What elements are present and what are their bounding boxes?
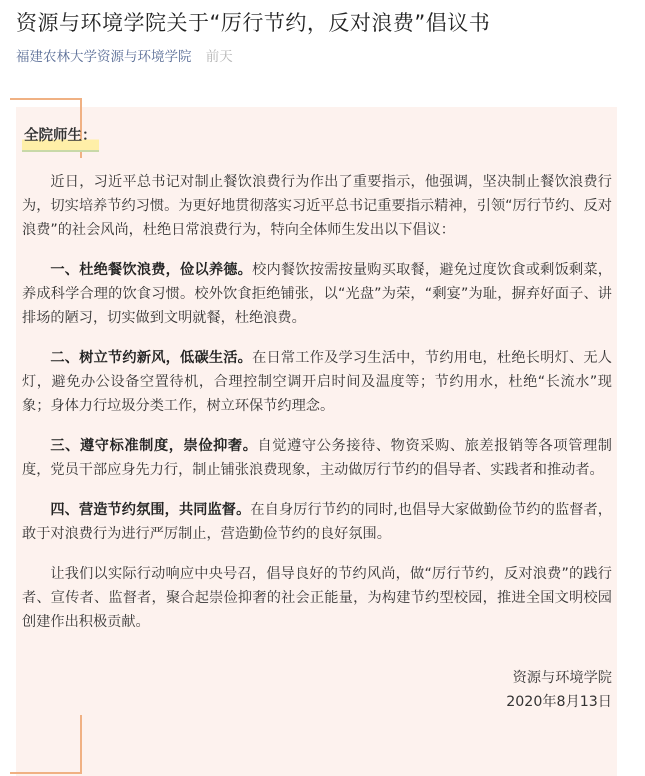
proposal-item-1: [22, 258, 612, 330]
proposal-heading: 三、遵守标准制度，崇俭抑奢。: [50, 438, 258, 454]
proposal-heading: 二、树立节约新风，低碳生活。: [50, 350, 253, 366]
frame-corner-bottom-vertical: [80, 715, 82, 774]
proposal-text: 在自身厉行节约的同时,也倡导大家做勤俭节约的监督者，敢于对浪费行为进行严厉制止，营造勤俭节约的良好氛围。: [22, 502, 612, 542]
signature-block: [22, 666, 612, 714]
proposal-item-4: [22, 498, 612, 546]
proposal-text: 在日常工作及学习生活中，节约用电，杜绝长明灯、无人灯，避免办公设备空置待机，合理控制空调开启时间及温度等；节约用水，杜绝“长流水”现象；身体力行垃圾分类工作，树立环保节约理念。: [22, 350, 612, 414]
signature-date: 2020年8月13日: [506, 694, 612, 710]
source-account-link[interactable]: 福建农林大学资源与环境学院: [16, 49, 192, 65]
intro-paragraph: 近日，习近平总书记对制止餐饮浪费行为作出了重要指示，他强调，坚决制止餐饮浪费行为，切实培养节约习惯。为更好地贯彻落实习近平总书记重要指示精神，引领“厉行节约、反对浪费”的社会风尚，杜绝日常浪费行为，特向全体师生发出以下倡议：: [22, 174, 612, 238]
frame-corner-top-line: [10, 98, 82, 100]
article-meta: [16, 47, 233, 67]
proposal-heading: 一、杜绝餐饮浪费，俭以养德。: [50, 262, 253, 278]
proposal-item-3: [22, 434, 612, 482]
proposal-text: 校内餐饮按需按量购买取餐，避免过度饮食或剩饭剩菜，养成科学合理的饮食习惯。校外饮食拒绝铺张，以“光盘”为荣，“剩宴”为耻，摒弃好面子、讲排场的陋习，切实做到文明就餐，杜绝浪费。: [22, 262, 612, 326]
closing-paragraph: 让我们以实际行动响应中央号召，倡导良好的节约风尚，做“厉行节约，反对浪费”的践行者、宣传者、监督者，聚合起崇俭抑奢的社会正能量，为构建节约型校园，推进全国文明校园创建作出积极贡献。: [22, 566, 612, 630]
signature: 资源与环境学院: [512, 670, 612, 686]
proposal-text: 自觉遵守公务接待、物资采购、旅差报销等各项管理制度，党员干部应身先力行，制止铺张浪费现象，主动做厉行节约的倡导者、实践者和推动者。: [22, 438, 612, 478]
article-title: 资源与环境学院关于“厉行节约，反对浪费”倡议书: [16, 11, 491, 35]
frame-corner-bottom-line: [10, 772, 82, 774]
proposal-heading: 四、营造节约氛围，共同监督。: [50, 502, 251, 518]
article-body: [22, 124, 612, 714]
proposal-item-2: [22, 346, 612, 418]
publish-time: 前天: [205, 49, 233, 65]
greeting: 全院师生：: [22, 124, 99, 152]
